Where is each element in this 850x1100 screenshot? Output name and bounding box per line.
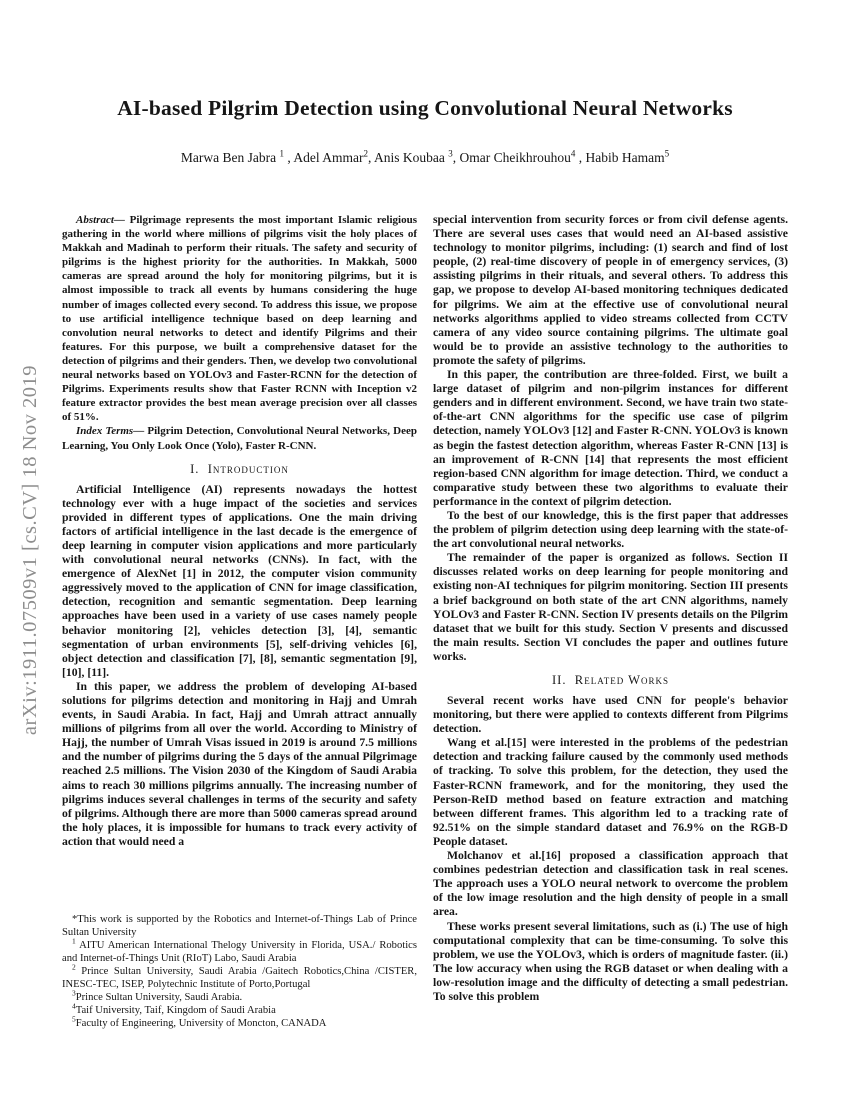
author: Omar Cheikhrouhou$^4$ , bbox=[459, 148, 586, 165]
footnote: $^4$Taif University, Taif, Kingdom of Saudi Arabia bbox=[72, 1001, 276, 1016]
author-line bbox=[0, 150, 850, 166]
author: Habib Hamam$^5$ bbox=[585, 148, 670, 165]
intro-paragraph-2-left: In this paper, we address the problem of developing AI-based solutions for pilgrims detection and monitoring in Hajj and Umrah events, in Saudi Arabia. In fact, Hajj and Umrah attract annually millions of pilgrims from all over the world. According to Ministry of Hajj, the number of Umrah Visas issued in 2019 is around 7.5 millions and the number of pilgrims during the 5 days of the annual Pilgrimage reached 2.5 millions. The Vision 2030 of the Kingdom of Saudi Arabia aims to reach 30 millions pilgrims annually. The increasing number of pilgrims induces several challenges in terms of the security and safety of pilgrims. Although there are more than 5000 cameras spread around the holy places, it is impossible for humans to track every activity of action that would need a bbox=[62, 679, 417, 848]
related-works-paragraph-1: Several recent works have used CNN for people's behavior monitoring, but there were applied to contexts different from Pilgrims detection. bbox=[433, 694, 788, 736]
footnote: *This work is supported by the Robotics and Internet-of-Things Lab of Prince Sultan University bbox=[62, 914, 417, 938]
footnotes-block bbox=[62, 913, 417, 1030]
index-terms-text: Pilgrim Detection, Convolutional Neural Networks, Deep Learning, You Only Look Once (Yolo), Faster R-CNN. bbox=[62, 425, 417, 452]
intro-paragraph-2-right: special intervention from security forces or from civil defense agents. There are several uses cases that would need an AI-based assistive technology to monitor pilgrims, including: (1) search and find of lost people, (2) real-time discovery of people in of emergency services, (3) assisting pilgrims in their rituals, and several others. To address this gap, we propose to develop AI-based monitoring techniques dedicated for pilgrims. We aim at the effective use of convolutional neural networks algorithms applied to video streams collected from CCTV camera of any video source containing pilgrims. The ultimate goal would be to provide an assistive technology to the authorities to promote the safety of pilgrims. bbox=[433, 213, 788, 367]
intro-paragraph-5: The remainder of the paper is organized as follows. Section II discusses related works on deep learning for people monitoring and existing non-AI techniques for pilgrim monitoring. Section III presents a brief background on both state of the art CNN algorithms, namely YOLOv3 and Faster R-CNN. Section IV presents details on the Pilgrim dataset that we built for this study. Section V presents and discussed the main results. Section VI concludes the paper and outlines future works. bbox=[433, 551, 788, 663]
author: Adel Ammar$^2$, bbox=[293, 148, 375, 165]
related-works-paragraph-2: Wang et al.[15] were interested in the problems of the pedestrian detection and tracking failure caused by the commonly used methods of tracking. To solve this problem, for the detection, they used the Faster-RCNN framework, and for the monitoring, they used the Person-ReID method based on feature extraction and matching between different frames. This algorithm led to a tracking rate of 92.51% on the simple standard dataset and 76.9% on the RGB-D People dataset. bbox=[433, 736, 788, 848]
footnote: $^1$ AITU American International Thelogy University in Florida, USA./ Robotics and Internet-of-Things Unit (RIoT) Labo, Saudi Arabia bbox=[62, 936, 417, 964]
abstract-paragraph bbox=[62, 213, 417, 424]
section-heading-related-works: II. Related Works bbox=[551, 673, 670, 687]
section-heading-introduction: I. Introduction bbox=[190, 461, 289, 476]
abstract-text: Pilgrimage represents the most important Islamic religious gathering in the world where millions of pilgrims visit the holy places of Makkah and Madinah to perform their rituals. The safety and security of pilgrims is the highest priority for the authorities. In Makkah, 5000 cameras are spread around the holy for monitoring pilgrims, but it is almost impossible to track all events by humans considering the huge number of images collected every second. To address this issue, we propose to use artificial intelligence technique based on deep learning and convolution neural networks to detect and identify Pilgrims and their features. For this purpose, we built a comprehensive dataset for the detection of pilgrims and their genders. Then, we develop two convolutional neural networks based on YOLOv3 and Faster-RCNN for the detection of Pilgrims. Experiments results show that Faster RCNN with Inception v2 feature extractor provides the best mean average precision over all classes of 51%. bbox=[62, 214, 417, 424]
left-column-content bbox=[62, 213, 417, 849]
arxiv-watermark: arXiv:1911.07509v1 [cs.CV] 18 Nov 2019 bbox=[19, 364, 41, 736]
footnote: $^3$Prince Sultan University, Saudi Arabia. bbox=[72, 988, 243, 1003]
related-works-paragraph-4: These works present several limitations, such as (i.) The use of high computational complexity that can be time-consuming. To solve this problem, we use the YOLOv3, which is orders of magnitude faster. (ii.) The low accuracy when using the RGB dataset or when dealing with a low-resolution image and the difficulty of detecting a small pedestrian. To solve this problem bbox=[433, 919, 788, 1003]
abstract-lead: Abstract— bbox=[76, 214, 125, 226]
footnote: $^5$Faculty of Engineering, University of Moncton, CANADA bbox=[72, 1014, 327, 1029]
author: Marwa Ben Jabra $^1$ , bbox=[180, 148, 294, 165]
index-terms-paragraph bbox=[62, 424, 417, 452]
intro-paragraph-1: Artificial Intelligence (AI) represents nowadays the hottest technology ever with a huge impact of the societies and services provided in different types of applications. One the main driving factors of artificial intelligence in the last decade is the emergence of deep learning in computer vision applications and more particularly with convolutional neural networks (CNNs). In fact, with the emergence of AlexNet [1] in 2012, the computer vision community aggressively moved to the application of CNN for image classification, detection, recognition and semantic segmentation. Deep learning approaches have been used in a variety of use cases namely people behavior monitoring [2], vehicles detection [3], [4], semantic segmentation of urban environments [5], self-driving vehicles [6], object detection and classification [7], [8], semantic segmentation [9], [10], [11]. bbox=[62, 482, 417, 679]
left-column bbox=[62, 213, 417, 1030]
right-column bbox=[433, 213, 788, 1030]
author: Anis Koubaa $^3$, bbox=[374, 148, 460, 165]
index-terms-lead: Index Terms— bbox=[76, 425, 145, 438]
intro-paragraph-4: To the best of our knowledge, this is the first paper that addresses the problem of pilgrim detection using deep learning with the state-of-the art convolutional neural networks. bbox=[433, 508, 788, 551]
two-column-body bbox=[62, 213, 788, 1030]
intro-paragraph-3: In this paper, the contribution are three-folded. First, we built a large dataset of pilgrim and non-pilgrim instances for different genders and in different environment. Second, we have train two state-of-the-art CNN algorithms for the specific use case of pilgrim detection, namely YOLOv3 [12] and Faster R-CNN. YOLOv3 is known as begin the fastest detection algorithm, whereas Faster R-CNN [13] is an improvement of R-CNN [14] that represents the most efficient region-based CNN algorithm for image detection. Third, we conduct a comparative study between these two algorithms to evaluate their performance in the context of pilgrim detection. bbox=[433, 368, 788, 508]
footnote: $^2$ Prince Sultan University, Saudi Arabia /Gaitech Robotics,China /CISTER, INESC-TEC, ISEP, Polytechnic Institute of Porto,Portugal bbox=[62, 962, 417, 990]
paper-title: AI-based Pilgrim Detection using Convolutional Neural Networks bbox=[117, 96, 733, 120]
related-works-paragraph-3: Molchanov et al.[16] proposed a classification approach that combines pedestrian detection and classification task in real scenes. The approach uses a YOLO neural network to overcome the problem of the low image resolution and the high density of people in a small area. bbox=[433, 849, 788, 919]
